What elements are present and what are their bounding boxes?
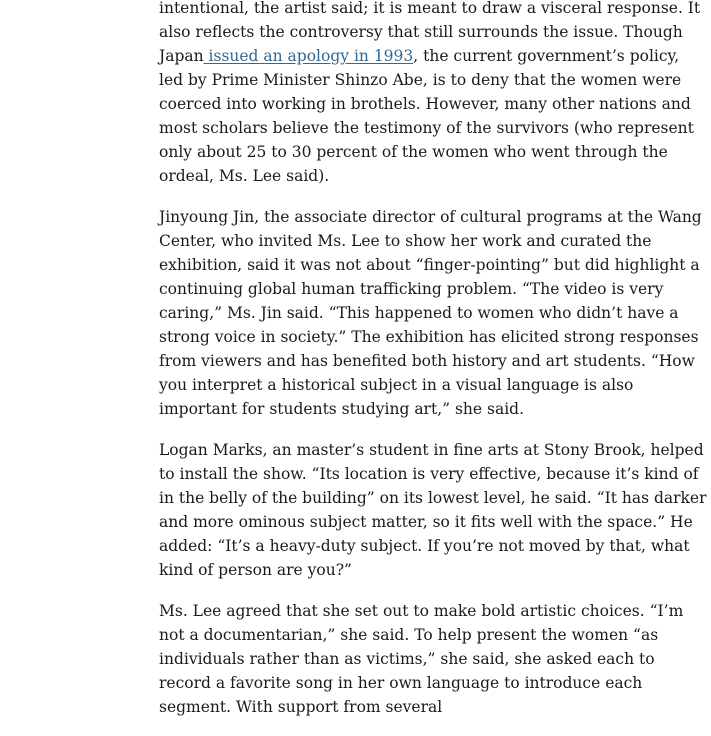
- article-body: [159, 0, 707, 736]
- apology-1993-link[interactable]: issued an apology in 1993: [203, 47, 414, 65]
- article-paragraph-1: [159, 0, 707, 188]
- article-paragraph-2: Jinyoung Jin, the associate director of cultural programs at the Wang Center, who invited Ms. Lee to show her work and curated the exhibition, said it was not about “finger-pointing” but did highlight a continuing global human trafficking problem. “The video is very caring,” Ms. Jin said. “This happened to women who didn’t have a strong voice in society.” The exhibition has elicited strong responses from viewers and has benefited both history and art students. “How you interpret a historical subject in a visual language is also important for students studying art,” she said.: [159, 208, 702, 418]
- article-paragraph-3: Logan Marks, an master’s student in fine arts at Stony Brook, helped to install the show. “Its location is very effective, because it’s kind of in the belly of the building” on its lowest level, he said. “It has darker and more ominous subject matter, so it fits well with the space.” He added: “It’s a heavy-duty subject. If you’re not moved by that, what kind of person are you?”: [159, 441, 707, 579]
- paragraph-1-text-after-link: , the current government’s policy, led by Prime Minister Shinzo Abe, is to deny that the women were coerced into working in brothels. However, many other nations and most scholars believe the testimony of the survivors (who represent only about 25 to 30 percent of the women who went through the ordeal, Ms. Lee said).: [159, 47, 694, 185]
- paragraph-1-text-before-link: intentional, the artist said; it is meant to draw a visceral response. It also reflects the controversy that still surrounds the issue. Though Japan: [159, 0, 701, 65]
- article-paragraph-4: Ms. Lee agreed that she set out to make bold artistic choices. “I’m not a documentarian,” she said. To help present the women “as individuals rather than as victims,” she said, she asked each to record a favorite song in her own language to introduce each segment. With support from several: [159, 602, 684, 716]
